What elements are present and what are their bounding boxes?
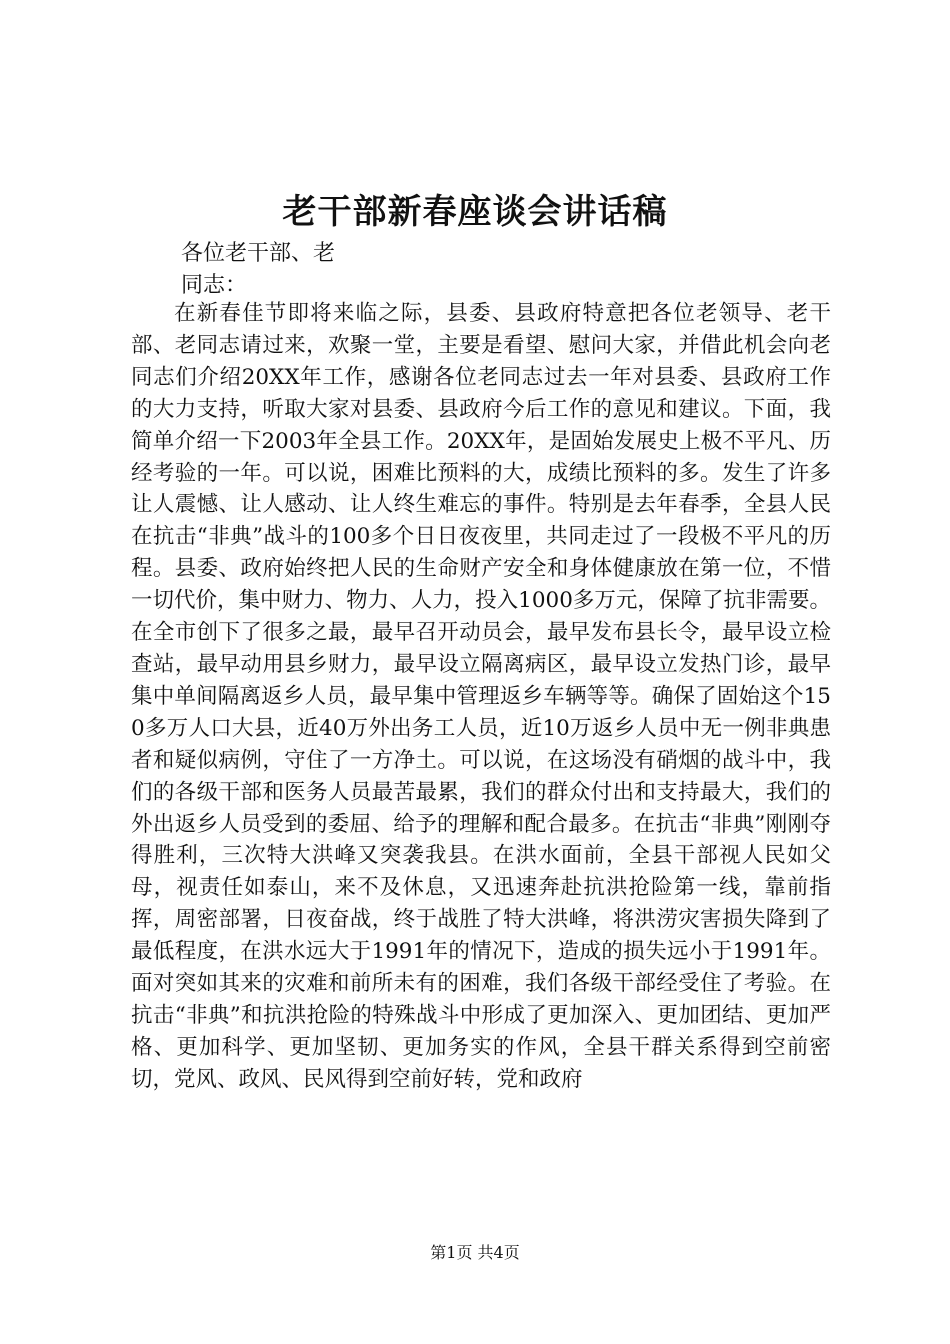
salutation-line-1: 各位老干部、老: [181, 241, 336, 266]
page-number-footer: 第1页 共4页: [430, 1243, 520, 1262]
salutation-line-2: 同志：: [181, 273, 248, 298]
document-title: 老干部新春座谈会讲话稿: [282, 192, 668, 232]
body-paragraph: 在新春佳节即将来临之际，县委、县政府特意把各位老领导、老干部、老同志请过来，欢聚一堂，主要是看望、慰问大家，并借此机会向老同志们介绍20XX年工作，感谢各位老同志过去一年对县委、县政府工作的大力支持，听取大家对县委、县政府今后工作的意见和建议。下面，我简单介绍一下2003年全县工作。20XX年，是固始发展史上极不平凡、历经考验的一年。可以说，困难比预料的大，成绩比预料的多。发生了许多让人震憾、让人感动、让人终生难忘的事件。特别是去年春季，全县人民在抗击“非典”战斗的100多个日日夜夜里，共同走过了一段极不平凡的历程。县委、政府始终把人民的生命财产安全和身体健康放在第一位，不惜一切代价，集中财力、物力、人力，投入1000多万元，保障了抗非需要。在全市创下了很多之最，最早召开动员会，最早发布县长令，最早设立检查站，最早动用县乡财力，最早设立隔离病区，最早设立发热门诊，最早集中单间隔离返乡人员，最早集中管理返乡车辆等等。确保了固始这个150多万人口大县，近40万外出务工人员，近10万返乡人员中无一例非典患者和疑似病例，守住了一方净土。可以说，在这场没有硝烟的战斗中，我们的各级干部和医务人员最苦最累，我们的群众付出和支持最大，我们的外出返乡人员受到的委屈、给予的理解和配合最多。在抗击“非典”刚刚夺得胜利，三次特大洪峰又突袭我县。在洪水面前，全县干部视人民如父母，视责任如泰山，来不及休息，又迅速奔赴抗洪抢险第一线，靠前指挥，周密部署，日夜奋战，终于战胜了特大洪峰，将洪涝灾害损失降到了最低程度，在洪水远大于1991年的情况下，造成的损失远小于1991年。面对突如其来的灾难和前所未有的困难，我们各级干部经受住了考验。在抗击“非典”和抗洪抢险的特殊战斗中形成了更加深入、更加团结、更加严格、更加科学、更加坚韧、更加务实的作风，全县干群关系得到空前密切，党风、政风、民风得到空前好转，党和政府: [131, 301, 831, 1092]
